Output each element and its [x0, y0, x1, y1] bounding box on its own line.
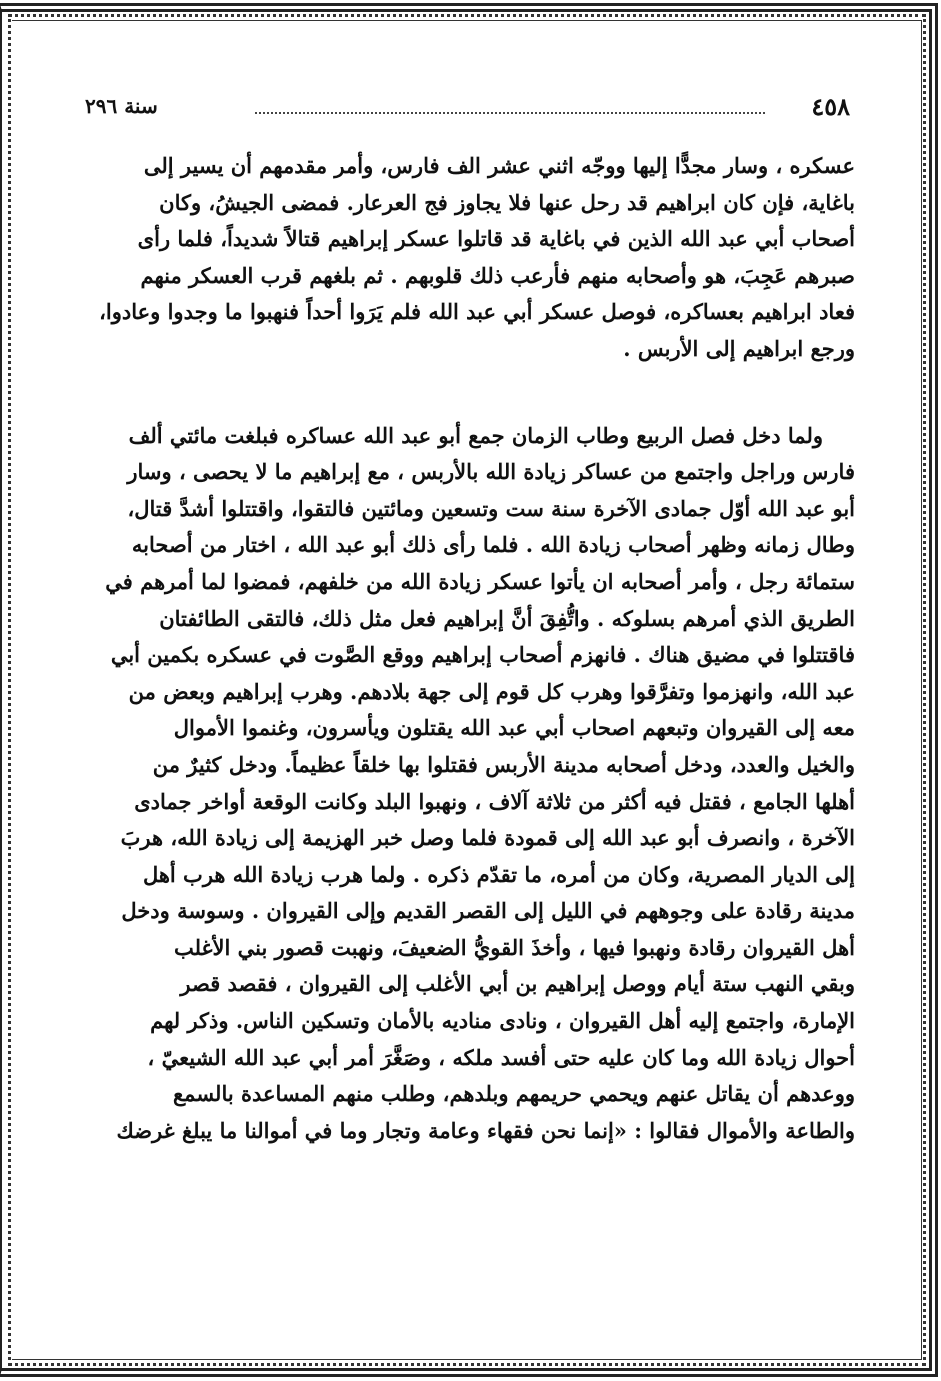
page-body	[98, 148, 855, 1149]
text-line: مدينة رقادة على وجوههم في الليل إلى القصر القديم وإلى القيروان . وسوسة ودخل	[121, 898, 855, 924]
header-leader-dots	[255, 112, 765, 114]
text-line: أهلها الجامع ، فقتل فيه أكثر من ثلاثة آلاف ، ونهبوا البلد وكانت الوقعة أواخر جمادى	[134, 788, 855, 814]
text-line: الطريق الذي أمرهم بسلوكه . واتُّفِقَ أنَّ إبراهيم فعل مثل ذلك، فالتقى الطائفتان	[159, 605, 855, 631]
text-line: فعاد ابراهيم بعساكره، فوصل عسكر أبي عبد الله فلم يَرَوا أحداً فنهبوا ما وجدوا وعادوا،	[99, 299, 855, 325]
text-line: باغاية، فإن كان ابراهيم قد رحل عنها فلا يجاوز فج العرعار. فمضى الجيشُ، وكان	[159, 189, 855, 215]
paragraph-gap	[98, 368, 855, 418]
text-line: وطال زمانه وظهر أصحاب زيادة الله . فلما رأى ذلك أبو عبد الله ، اختار من أصحابه	[131, 532, 855, 558]
text-line: عبد الله، وانهزموا وتفرَّقوا وهرب كل قوم إلى جهة بلادهم. وهرب إبراهيم وبعض من	[128, 678, 855, 704]
text-line: إلى الديار المصرية، وكان من أمره، ما تقدّم ذكره . ولما هرب زيادة الله هرب أهل	[142, 861, 855, 887]
text-line: أهل القيروان رقادة ونهبوا فيها ، وأخذَ القويُّ الضعيفَ، ونهبت قصور بني الأغلب	[173, 934, 855, 960]
text-line: الإمارة، واجتمع إليه أهل القيروان ، ونادى مناديه بالأمان وتسكين الناس. وذكر لهم	[150, 1008, 855, 1034]
paragraph-1	[98, 148, 855, 368]
page-number: ٤٥٨	[811, 92, 850, 121]
text-line: ستمائة رجل ، وأمر أصحابه ان يأتوا عسكر زيادة الله من خلفهم، فمضوا لما أمرهم في	[105, 568, 855, 594]
text-line: فاقتتلوا في مضيق هناك . فانهزم أصحاب إبراهيم ووقع الصَّوت في عسكره بكمين أبي	[110, 642, 855, 668]
paragraph-2	[98, 418, 855, 1150]
text-line: صبرهم عَجِبَ، هو وأصحابه منهم فأرعب ذلك قلوبهم . ثم بلغهم قرب العسكر منهم	[140, 262, 855, 288]
text-line: فارس وراجل واجتمع من عساكر زيادة الله بالأربس ، مع إبراهيم ما لا يحصى ، وسار	[127, 459, 855, 485]
text-line: معه إلى القيروان وتبعهم اصحاب أبي عبد الله يقتلون ويأسرون، وغنموا الأموال	[173, 715, 855, 741]
text-line: الآخرة ، وانصرف أبو عبد الله إلى قمودة فلما وصل خبر الهزيمة إلى زيادة الله، هربَ	[120, 825, 855, 851]
text-line: ولما دخل فصل الربيع وطاب الزمان جمع أبو عبد الله عساكره فبلغت مائتي ألف	[128, 422, 823, 448]
text-line: ورجع ابراهيم إلى الأربس .	[623, 335, 855, 361]
year-label: سنة ٢٩٦	[85, 94, 158, 118]
text-line: والخيل والعدد، ودخل أصحابه مدينة الأربس فقتلوا بها خلقاً عظيماً. ودخل كثيرٌ من	[152, 751, 855, 777]
text-line: أصحاب أبي عبد الله الذين في باغاية قد قاتلوا عسكر إبراهيم قتالاً شديداً، فلما رأى	[137, 226, 855, 252]
text-line: أحوال زيادة الله وما كان عليه حتى أفسد ملكه ، وصَغَّرَ أمر أبي عبد الله الشيعيّ ،	[147, 1044, 855, 1070]
text-line: عسكره ، وسار مجدًّا إليها ووجّه اثني عشر الف فارس، وأمر مقدمهم أن يسير إلى	[143, 153, 855, 178]
running-header	[85, 92, 850, 126]
text-line: ووعدهم أن يقاتل عنهم ويحمي حريمهم وبلدهم، وطلب منهم المساعدة بالسمع	[173, 1081, 855, 1107]
text-line: والطاعة والأموال فقالوا : «إنما نحن فقهاء وعامة وتجار وما في أموالنا ما يبلغ غرضك	[116, 1117, 855, 1143]
text-line: أبو عبد الله أوّل جمادى الآخرة سنة ست وتسعين ومائتين فالتقوا، واقتتلوا أشدَّ قتال،	[127, 495, 855, 521]
text-line: وبقي النهب ستة أيام ووصل إبراهيم بن أبي الأغلب إلى القيروان ، فقصد قصر	[180, 971, 855, 997]
